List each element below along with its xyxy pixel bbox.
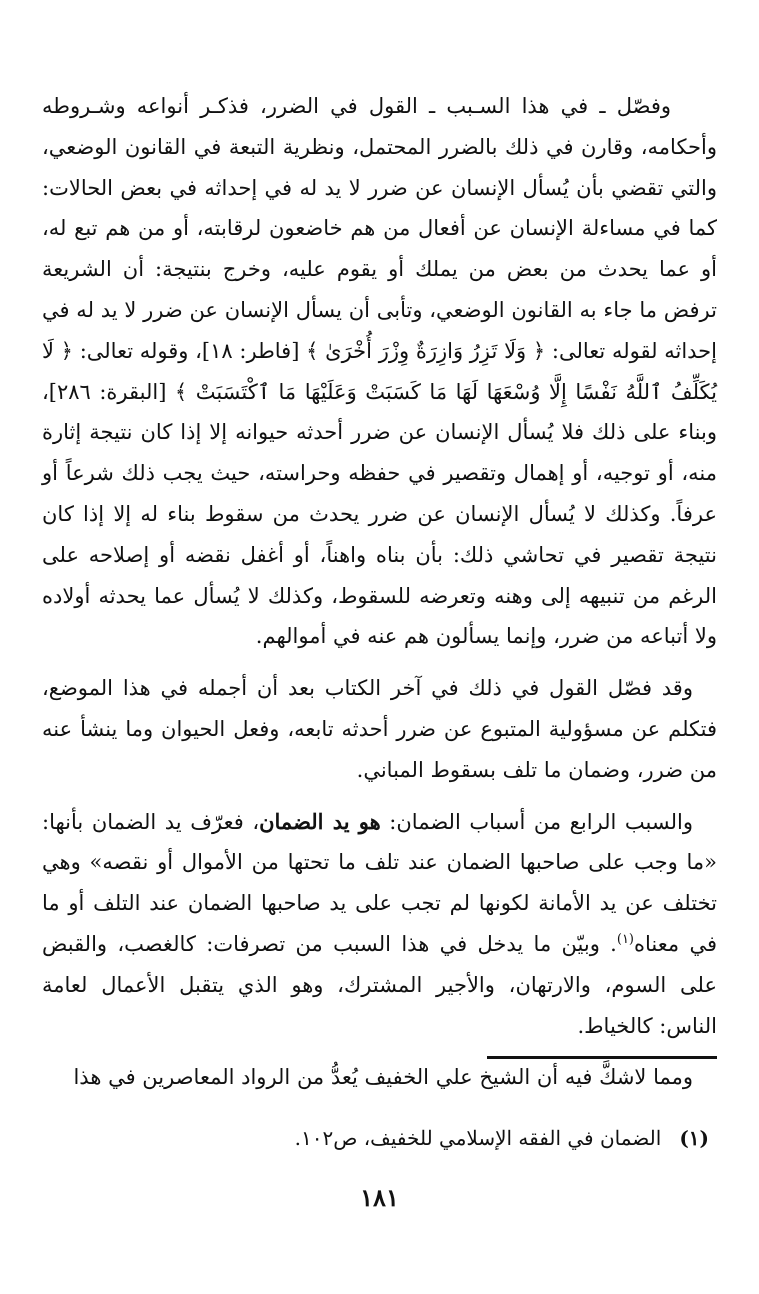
footnote-divider [487, 1056, 717, 1059]
footnote-reference[interactable]: (١) [616, 931, 634, 947]
page-number: ١٨١ [360, 1183, 399, 1212]
paragraph-1: وفصّل ـ في هذا السـبب ـ القول في الضرر، فذكـر أنواعه وشـروطه وأحكامه، وقارن في ذلك بالضرر المحتمل، ونظرية التبعة في القانون الوضعي، والتي تقضي بأن يُسأل الإنسان عن ضرر لا يد له في إحداثه في بعض الحالات: كما في مساءلة الإنسان عن أفعال من هم خاضعون لرقابته، أو من هم تبع له، أو عما يحدث من بعض من يملك أو يقوم عليه، وخرج بنتيجة: أن الشريعة ترفض ما جاء به القانون الوضعي، وتأبى أن يسأل الإنسان عن ضرر لا يد له في إحداثه لقوله تعالى: ﴿ وَلَا تَزِرُ وَازِرَةٌ وِزْرَ أُخْرَىٰ ﴾ [فاطر: ١٨]، وقوله تعالى: ﴿ لَا يُكَلِّفُ ٱللَّهُ نَفْسًا إِلَّا وُسْعَهَا لَهَا مَا كَسَبَتْ وَعَلَيْهَا مَا ٱكْتَسَبَتْ ﴾ [البقرة: ٢٨٦]، وبناء على ذلك فلا يُسأل الإنسان عن ضرر أحدثه حيوانه إلا إذا كان نتيجة إثارة منه، أو توجيه، أو إهمال وتقصير في حفظه وحراسته، حيث يجب ذلك شرعاً أو عرفاً. وكذلك لا يُسأل الإنسان عن ضرر يحدث من سقوط بناء له إلا إذا كان نتيجة تقصير في تحاشي ذلك: بأن بناه واهناً، أو أغفل نقضه أو إصلاحه على الرغم من تنبيهه إلى وهنه وتعرضه للسقوط، وكذلك لا يُسأل عما يحدثه أولاده ولا أتباعه من ضرر، وإنما يسألون هم عنه في أموالهم. [42, 94, 718, 649]
main-text [42, 86, 717, 1098]
paragraph-3 [42, 802, 717, 1047]
footnote-number: (١) [679, 1126, 709, 1150]
paragraph-3-intro: والسبب الرابع من أسباب الضمان: [380, 809, 693, 834]
paragraph-2: وقد فصّل القول في ذلك في آخر الكتاب بعد أن أجمله في هذا الموضع، فتكلم عن مسؤولية المتبوع عن ضرر أحدثه تابعه، وفعل الحيوان وما ينشأ عنه من ضرر، وضمان ما تلف بسقوط المباني. [42, 676, 717, 782]
paragraph-3-definition: ، فعرّف يد الضمان بأنها: «ما وجب على صاحبها الضمان عند تلف ما تحتها من الأموال أو نقصه» وهي تختلف عن يد الأمانة لكونها لم تجب على يد صاحبها الضمان عند التلف أو ما في معناه [42, 809, 717, 956]
paragraph-3-rest: . وبيّن ما يدخل في هذا السبب من تصرفات: كالغصب، والقبض على السوم، والارتهان، والأجير المشترك، وهو الذي يتقبل الأعمال لعامة الناس: كالخياط. [42, 931, 717, 1038]
footnote [42, 1122, 709, 1154]
footnote-text: الضمان في الفقه الإسلامي للخفيف، ص١٠٢. [294, 1126, 662, 1150]
paragraph-3-term: هو يد الضمان [259, 808, 381, 834]
paragraph-4: ومما لاشكَّ فيه أن الشيخ علي الخفيف يُعدُّ من الرواد المعاصرين في هذا [73, 1065, 693, 1090]
